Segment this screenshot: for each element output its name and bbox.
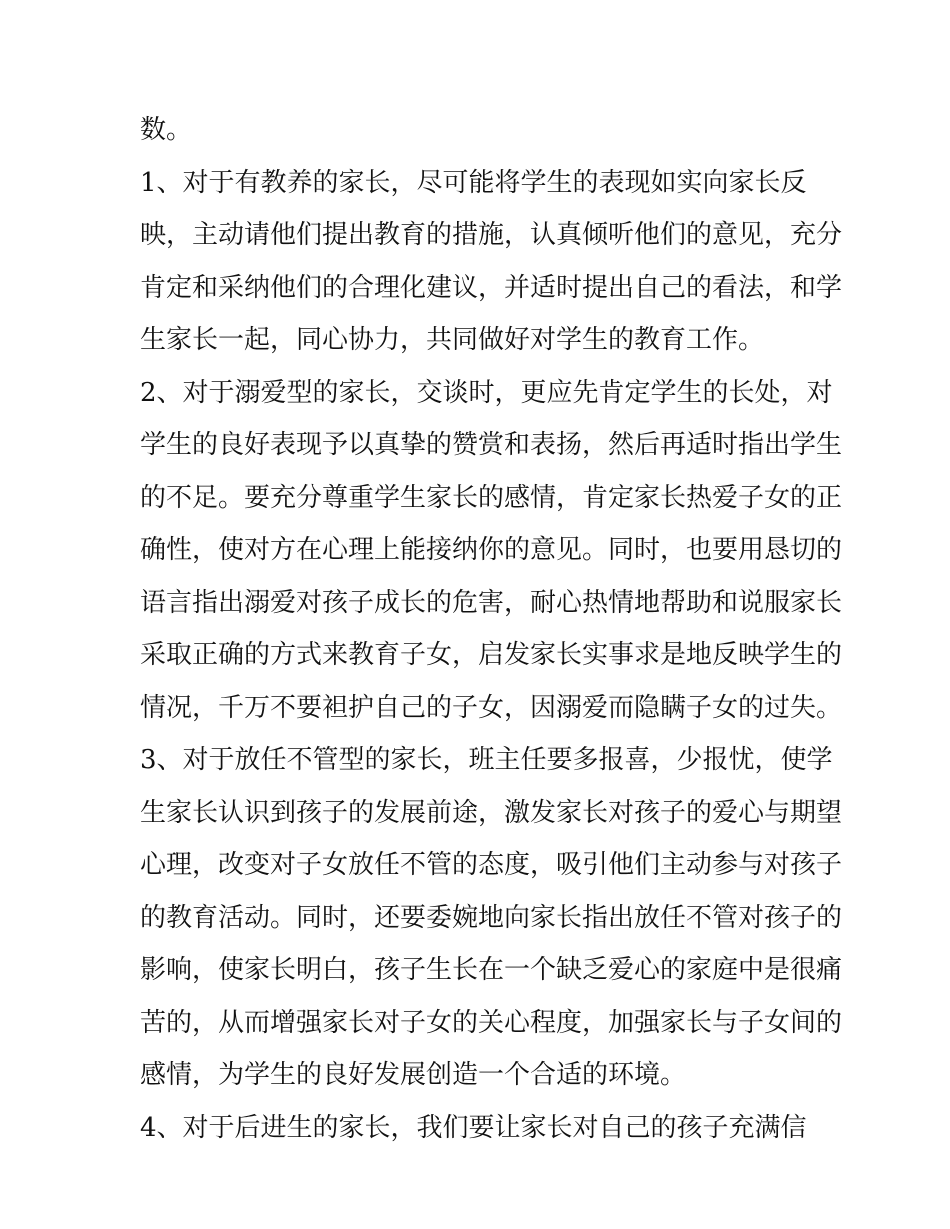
text-line: 影响，使家长明白，孩子生长在一个缺乏爱心的家庭中是很痛 [140, 955, 843, 985]
text-line: 4、对于后进生的家长，我们要让家长对自己的孩子充满信 [140, 1112, 807, 1143]
text-line: 的不足。要充分尊重学生家长的感情，肯定家长热爱子女的正 [140, 482, 843, 513]
text-line: 学生的良好表现予以真挚的赞赏和表扬，然后再适时指出学生 [140, 430, 843, 460]
text-line: 采取正确的方式来教育子女，启发家长实事求是地反映学生的 [140, 640, 843, 670]
text-line: 生家长一起，同心协力，共同做好对学生的教育工作。 [140, 325, 765, 355]
text-line: 情况，千万不要袒护自己的子女，因溺爱而隐瞒子女的过失。 [140, 692, 843, 723]
text-line: 映，主动请他们提出教育的措施，认真倾听他们的意见，充分 [140, 220, 843, 250]
text-line: 肯定和采纳他们的合理化建议，并适时提出自己的看法，和学 [140, 272, 843, 303]
text-line: 1、对于有教养的家长，尽可能将学生的表现如实向家长反 [140, 167, 807, 198]
text-line: 的教育活动。同时，还要委婉地向家长指出放任不管对孩子的 [140, 902, 843, 933]
text-line: 生家长认识到孩子的发展前途，激发家长对孩子的爱心与期望 [140, 797, 843, 828]
text-line: 3、对于放任不管型的家长，班主任要多报喜，少报忧，使学 [140, 745, 833, 775]
text-line: 苦的，从而增强家长对子女的关心程度，加强家长与子女间的 [140, 1007, 843, 1038]
text-line: 2、对于溺爱型的家长，交谈时，更应先肯定学生的长处，对 [140, 377, 833, 408]
text-line: 感情，为学生的良好发展创造一个合适的环境。 [140, 1060, 687, 1090]
text-line: 语言指出溺爱对孩子成长的危害，耐心热情地帮助和说服家长 [140, 587, 843, 618]
text-line: 确性，使对方在心理上能接纳你的意见。同时，也要用恳切的 [140, 535, 843, 565]
text-line: 心理，改变对子女放任不管的态度，吸引他们主动参与对孩子 [140, 850, 843, 880]
text-line: 数。 [140, 115, 193, 145]
document-body [140, 104, 843, 1154]
